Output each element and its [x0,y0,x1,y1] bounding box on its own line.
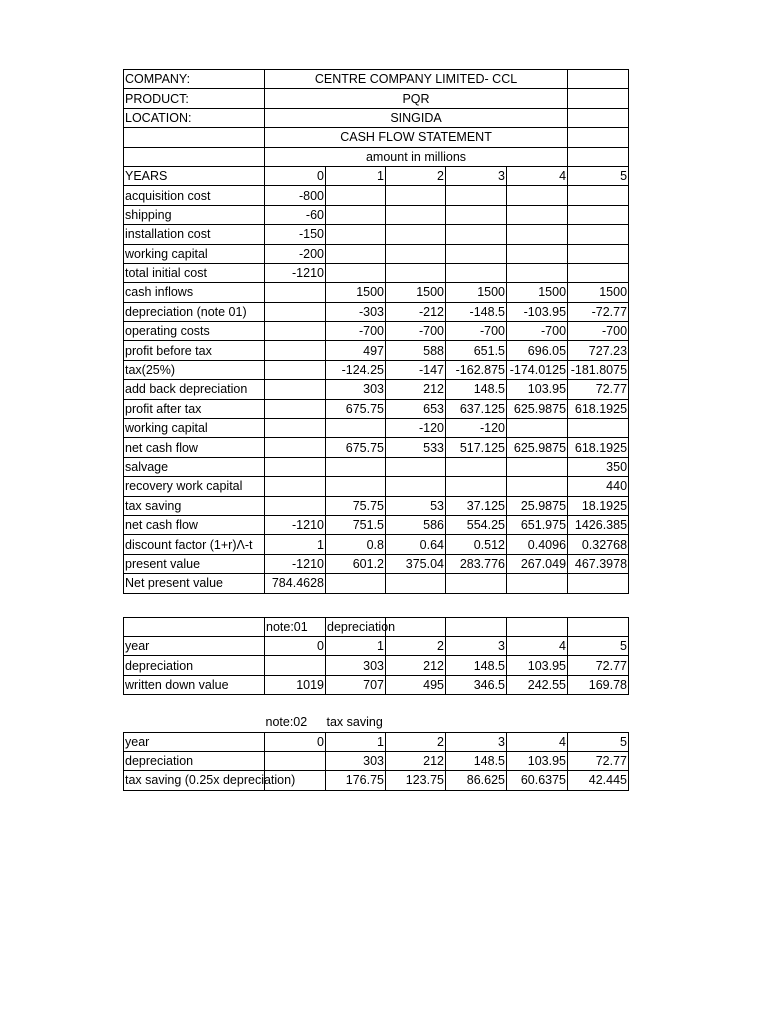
table-cell [568,186,629,205]
table-cell [386,263,446,282]
table-cell [507,244,568,263]
table-cell: 60.6375 [507,771,568,790]
table-cell [265,477,326,496]
table-cell: 303 [326,656,386,675]
table-cell: 2 [386,166,446,185]
table-cell: 148.5 [446,656,507,675]
table-cell: -700 [326,322,386,341]
table-row [124,360,629,379]
table-cell: 3 [446,732,507,751]
table-cell: 1500 [326,283,386,302]
spreadsheet [123,69,628,791]
product-label: PRODUCT: [124,89,265,108]
table-cell: 242.55 [507,675,568,694]
table-cell [265,751,326,770]
table-cell: 123.75 [386,771,446,790]
table-cell: 346.5 [446,675,507,694]
location-label: LOCATION: [124,108,265,127]
table-cell: 3 [446,166,507,185]
table-cell: 497 [326,341,386,360]
table-cell [507,457,568,476]
depreciation-note-table [123,617,629,696]
table-row [124,322,629,341]
table-cell: -700 [507,322,568,341]
tax-saving-rows [124,732,629,790]
table-cell: 1 [326,166,386,185]
table-cell [568,244,629,263]
row-label: tax(25%) [124,360,265,379]
row-label: tax saving [124,496,265,515]
table-cell: 303 [326,751,386,770]
table-cell [265,438,326,457]
table-cell: 675.75 [326,438,386,457]
table-cell: -120 [446,419,507,438]
company-label: COMPANY: [124,70,265,89]
row-label: working capital [124,244,265,263]
row-label: year [124,732,265,751]
table-cell: 1 [326,636,386,655]
table-cell [265,419,326,438]
table-row [124,302,629,321]
table-cell: 37.125 [446,496,507,515]
table-cell: 554.25 [446,515,507,534]
table-cell [265,380,326,399]
row-label: installation cost [124,225,265,244]
row-label: present value [124,554,265,573]
table-cell [507,225,568,244]
table-cell: 675.75 [326,399,386,418]
row-label: add back depreciation [124,380,265,399]
table-cell [446,205,507,224]
table-cell: 5 [568,636,629,655]
table-cell: 618.1925 [568,438,629,457]
row-label: salvage [124,457,265,476]
row-label: year [124,636,265,655]
table-cell [446,263,507,282]
table-cell [446,477,507,496]
table-cell [386,457,446,476]
table-cell: 42.445 [568,771,629,790]
table-cell [326,263,386,282]
table-cell: -800 [265,186,326,205]
table-row [124,283,629,302]
table-cell: 0.8 [326,535,386,554]
row-label: net cash flow [124,438,265,457]
table-row [124,771,629,790]
table-row [124,496,629,515]
row-label: net cash flow [124,515,265,534]
empty-cell [124,128,265,147]
table-cell: 0.32768 [568,535,629,554]
table-cell: 18.1925 [568,496,629,515]
row-label: recovery work capital [124,477,265,496]
table-cell [386,244,446,263]
table-row [124,656,629,675]
table-cell [446,244,507,263]
table-cell [446,225,507,244]
table-cell: 267.049 [507,554,568,573]
table-cell: 440 [568,477,629,496]
table-cell: -103.95 [507,302,568,321]
table-cell: 212 [386,751,446,770]
note1-title: depreciation [326,617,386,636]
table-cell: 467.3978 [568,554,629,573]
table-cell [265,457,326,476]
table-cell: -120 [386,419,446,438]
table-cell [507,419,568,438]
statement-title: CASH FLOW STATEMENT [265,128,568,147]
table-cell: 637.125 [446,399,507,418]
table-cell [446,457,507,476]
table-row [124,225,629,244]
empty-cell [568,128,629,147]
table-cell: 103.95 [507,656,568,675]
statement-title-row [124,128,629,147]
table-cell: 103.95 [507,380,568,399]
empty-cell [446,617,507,636]
table-cell: 586 [386,515,446,534]
table-cell [386,225,446,244]
table-row [124,574,629,593]
company-value: CENTRE COMPANY LIMITED- CCL [265,70,568,89]
empty-cell [124,713,265,732]
note2-label: note:02 [265,715,308,730]
table-cell: -200 [265,244,326,263]
table-cell [265,360,326,379]
row-label: profit after tax [124,399,265,418]
row-label: working capital [124,419,265,438]
table-cell [568,419,629,438]
table-cell: 601.2 [326,554,386,573]
table-cell: 651.5 [446,341,507,360]
table-cell: 533 [386,438,446,457]
empty-cell [124,147,265,166]
row-label: cash inflows [124,283,265,302]
empty-cell [568,108,629,127]
table-cell: -700 [446,322,507,341]
note1-label: note:01 [265,617,326,636]
table-cell: -72.77 [568,302,629,321]
table-cell: 0.64 [386,535,446,554]
table-cell [446,574,507,593]
table-cell: 0 [265,166,326,185]
row-label: written down value [124,675,265,694]
table-row [124,554,629,573]
table-cell: 1 [265,535,326,554]
table-cell: 696.05 [507,341,568,360]
table-cell: -124.25 [326,360,386,379]
empty-cell [568,713,629,732]
table-cell: 1500 [446,283,507,302]
table-cell: 2 [386,636,446,655]
table-cell: 707 [326,675,386,694]
table-cell [507,205,568,224]
table-cell [326,186,386,205]
table-cell [265,322,326,341]
note2-title-row [124,713,629,732]
row-label: YEARS [124,166,265,185]
table-cell: 303 [326,380,386,399]
units-note: amount in millions [265,147,568,166]
table-cell: 72.77 [568,656,629,675]
table-cell: 53 [386,496,446,515]
empty-cell [124,617,265,636]
table-cell: 1426.385 [568,515,629,534]
table-cell: -148.5 [446,302,507,321]
table-cell: -181.8075 [568,360,629,379]
table-cell: 176.75 [326,771,386,790]
row-label: tax saving (0.25x depreciation) [124,771,265,790]
table-cell: 653 [386,399,446,418]
table-row [124,477,629,496]
table-cell [265,341,326,360]
table-cell [326,225,386,244]
table-cell: 4 [507,732,568,751]
table-cell: -700 [386,322,446,341]
empty-cell [568,70,629,89]
table-row [124,380,629,399]
table-cell [568,574,629,593]
tax-saving-note-table [123,713,629,791]
table-row [124,515,629,534]
note1-title-row [124,617,629,636]
table-cell: 72.77 [568,751,629,770]
empty-cell [568,617,629,636]
units-row [124,147,629,166]
table-cell [386,205,446,224]
product-row [124,89,629,108]
table-row [124,438,629,457]
empty-cell [507,713,568,732]
table-row [124,399,629,418]
table-row [124,419,629,438]
table-cell: 0 [265,636,326,655]
table-cell: 4 [507,636,568,655]
cash-flow-table [123,69,629,594]
table-cell: 283.776 [446,554,507,573]
table-cell [265,656,326,675]
table-cell: 5 [568,732,629,751]
table-cell [326,477,386,496]
table-cell: 212 [386,656,446,675]
row-label: Net present value [124,574,265,593]
table-cell: 0.512 [446,535,507,554]
table-cell: 0 [265,732,326,751]
row-label: profit before tax [124,341,265,360]
table-cell: 1500 [568,283,629,302]
table-cell: 3 [446,636,507,655]
table-cell: 625.9875 [507,438,568,457]
product-value: PQR [265,89,568,108]
table-row [124,535,629,554]
table-cell: -1210 [265,263,326,282]
table-row [124,636,629,655]
table-cell: -174.0125 [507,360,568,379]
row-label: acquisition cost [124,186,265,205]
row-label: depreciation [124,751,265,770]
table-cell: 72.77 [568,380,629,399]
empty-cell [446,713,507,732]
table-cell: 375.04 [386,554,446,573]
table-cell: 751.5 [326,515,386,534]
table-cell: 2 [386,732,446,751]
note2-title: tax saving [326,715,383,730]
location-value: SINGIDA [265,108,568,127]
table-cell [326,574,386,593]
table-cell: 0.4096 [507,535,568,554]
table-cell [507,477,568,496]
table-row [124,186,629,205]
table-cell [326,205,386,224]
empty-cell [386,713,446,732]
row-label: depreciation [124,656,265,675]
location-row [124,108,629,127]
table-cell: -60 [265,205,326,224]
table-cell: 618.1925 [568,399,629,418]
row-label: depreciation (note 01) [124,302,265,321]
cash-flow-rows [124,166,629,593]
table-cell [265,302,326,321]
empty-cell [507,617,568,636]
table-cell [265,283,326,302]
table-cell: -1210 [265,515,326,534]
table-cell: 1500 [386,283,446,302]
table-row [124,751,629,770]
table-cell [386,186,446,205]
table-cell: 625.9875 [507,399,568,418]
table-cell [507,263,568,282]
row-label: discount factor (1+r)Λ-t [124,535,265,554]
table-cell [568,225,629,244]
table-cell: -147 [386,360,446,379]
table-cell: 148.5 [446,380,507,399]
table-cell [568,205,629,224]
table-cell: -700 [568,322,629,341]
table-row [124,263,629,282]
table-cell: 517.125 [446,438,507,457]
table-cell [446,186,507,205]
table-cell: 1019 [265,675,326,694]
row-label: operating costs [124,322,265,341]
table-row [124,341,629,360]
table-cell: 5 [568,166,629,185]
table-row [124,166,629,185]
table-cell: 495 [386,675,446,694]
table-cell: -1210 [265,554,326,573]
table-cell: -303 [326,302,386,321]
depreciation-rows [124,636,629,694]
table-cell [386,477,446,496]
table-cell: 75.75 [326,496,386,515]
row-label: shipping [124,205,265,224]
table-cell: 212 [386,380,446,399]
table-cell: 25.9875 [507,496,568,515]
table-cell [568,263,629,282]
empty-cell [568,89,629,108]
table-cell: 784.4628 [265,574,326,593]
table-cell: 169.78 [568,675,629,694]
table-cell: 103.95 [507,751,568,770]
table-cell [507,574,568,593]
table-cell: 4 [507,166,568,185]
table-cell: 588 [386,341,446,360]
row-label: total initial cost [124,263,265,282]
table-row [124,205,629,224]
table-cell: -162.875 [446,360,507,379]
table-cell [326,419,386,438]
table-cell: 727.23 [568,341,629,360]
company-row [124,70,629,89]
table-cell: 350 [568,457,629,476]
table-row [124,457,629,476]
table-row [124,244,629,263]
table-cell: 1 [326,732,386,751]
table-row [124,732,629,751]
table-cell [265,399,326,418]
table-cell [265,496,326,515]
table-cell: 651.975 [507,515,568,534]
table-cell [326,244,386,263]
table-cell: 1500 [507,283,568,302]
table-cell: 86.625 [446,771,507,790]
table-row [124,675,629,694]
table-cell: -212 [386,302,446,321]
table-cell [386,574,446,593]
table-cell [326,457,386,476]
table-cell: 148.5 [446,751,507,770]
table-cell [507,186,568,205]
empty-cell [568,147,629,166]
table-cell: -150 [265,225,326,244]
